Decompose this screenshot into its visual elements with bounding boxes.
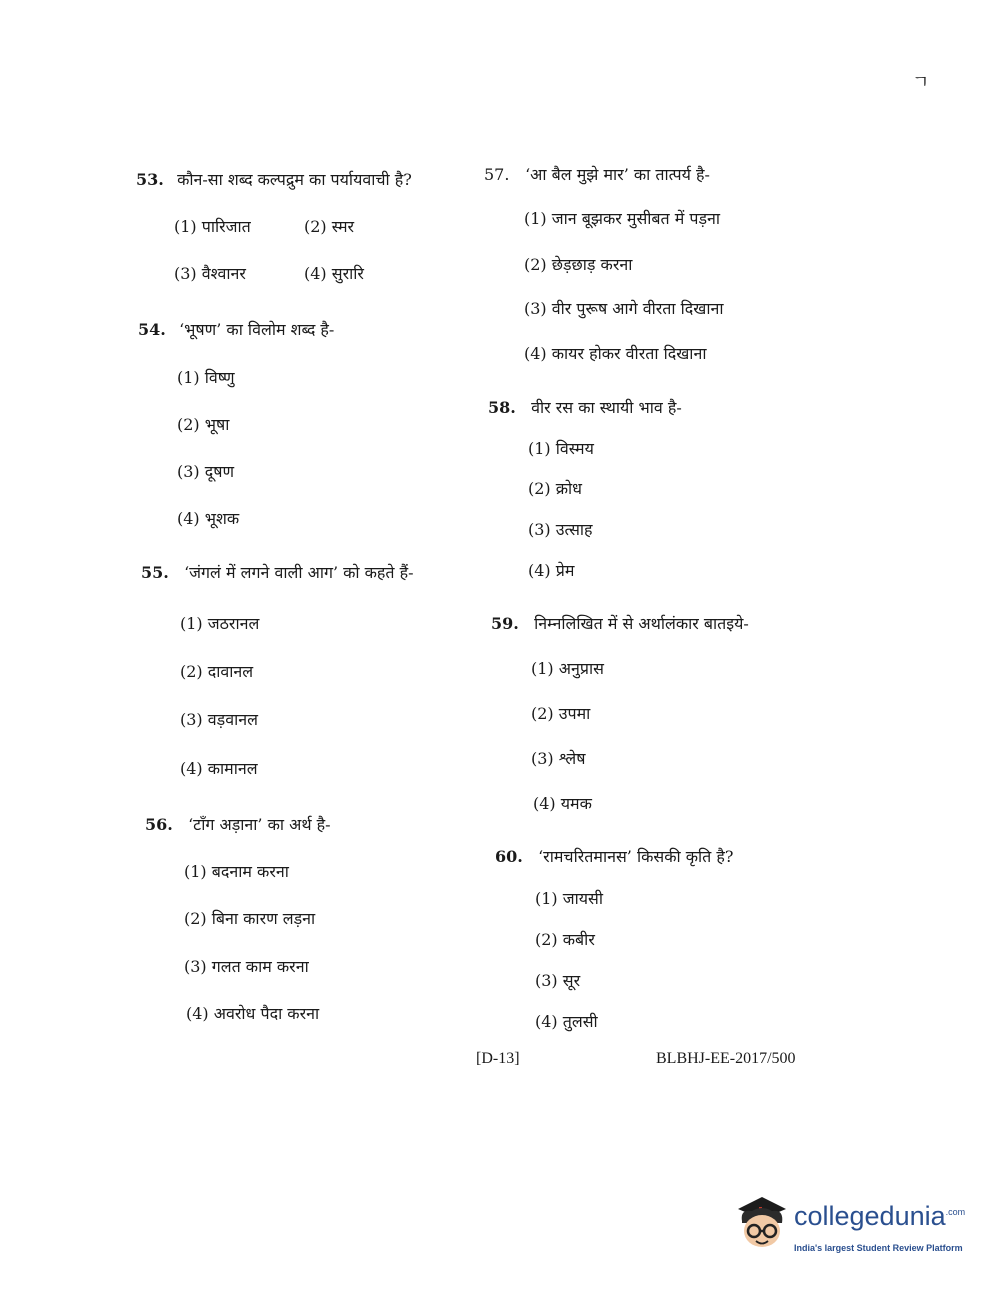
question-text: ‘भूषण’ का विलोम शब्द है-: [179, 320, 335, 339]
mascot-icon: [732, 1195, 792, 1255]
logo-tagline: India's largest Student Review Platform: [794, 1243, 963, 1253]
paper-code: BLBHJ-EE-2017/500: [656, 1050, 796, 1067]
question-number: 56.: [145, 815, 173, 834]
option: (3) वैश्वानर: [174, 264, 246, 283]
option: (4) अवरोध पैदा करना: [186, 1004, 320, 1023]
option: (3) श्लेष: [531, 749, 586, 768]
option: (1) अनुप्रास: [531, 659, 604, 678]
question-text: ‘टाँग अड़ाना’ का अर्थ है-: [188, 815, 331, 834]
option: (4) भूशक: [177, 509, 240, 528]
option: (3) वड़वानल: [180, 710, 258, 729]
question-number: 53.: [136, 170, 164, 189]
option: (2) क्रोध: [528, 479, 583, 498]
page-code: [D-13]: [476, 1050, 520, 1067]
option: (1) जठरानल: [180, 614, 260, 633]
option: (1) विस्मय: [528, 439, 594, 458]
option: (4) प्रेम: [528, 561, 575, 580]
question-number: 54.: [138, 320, 166, 339]
question-text: ‘रामचरितमानस’ किसकी कृति है?: [538, 847, 734, 866]
question-number: 55.: [141, 563, 169, 582]
option: (2) उपमा: [531, 704, 591, 723]
page-mark: ㄱ: [912, 72, 930, 93]
question-text: ‘आ बैल मुझे मार’ का तात्पर्य है-: [525, 165, 710, 184]
option: (1) पारिजात: [174, 217, 251, 236]
question-number: 59.: [491, 614, 519, 633]
question-text: ‘जंगलं में लगने वाली आग’ को कहते हैं-: [184, 563, 414, 582]
option: (3) सूर: [535, 971, 581, 990]
question-text: कौन-सा शब्द कल्पद्रुम का पर्यायवाची है?: [177, 170, 412, 189]
option: (1) जायसी: [535, 889, 604, 908]
option: (4) सुरारि: [304, 264, 364, 283]
question-number: 57.: [484, 165, 510, 184]
option: (1) जान बूझकर मुसीबत में पड़ना: [524, 209, 721, 228]
option: (2) भूषा: [177, 415, 230, 434]
question-number: 58.: [488, 398, 516, 417]
option: (4) तुलसी: [535, 1012, 598, 1031]
option: (3) उत्साह: [528, 520, 593, 539]
option: (3) गलत काम करना: [184, 957, 309, 976]
option: (2) छेड़छाड़ करना: [524, 255, 633, 274]
collegedunia-logo: [732, 1195, 966, 1265]
question-text: निम्नलिखित में से अर्थालंकार बातइये-: [534, 614, 749, 633]
logo-suffix: .com: [945, 1207, 966, 1217]
option: (1) बदनाम करना: [184, 862, 289, 881]
question-number: 60.: [495, 847, 523, 866]
option: (2) दावानल: [180, 662, 254, 681]
option: (4) यमक: [533, 794, 592, 813]
option: (2) बिना कारण लड़ना: [184, 909, 316, 928]
option: (4) कामानल: [180, 759, 258, 778]
option: (3) वीर पुरूष आगे वीरता दिखाना: [524, 299, 724, 318]
option: (4) कायर होकर वीरता दिखाना: [524, 344, 707, 363]
option: (2) कबीर: [535, 930, 595, 949]
option: (3) दूषण: [177, 462, 235, 481]
logo-name: collegedunia: [794, 1201, 946, 1231]
option: (2) स्मर: [304, 217, 355, 236]
question-text: वीर रस का स्थायी भाव है-: [531, 398, 682, 417]
option: (1) विष्णु: [177, 368, 235, 387]
